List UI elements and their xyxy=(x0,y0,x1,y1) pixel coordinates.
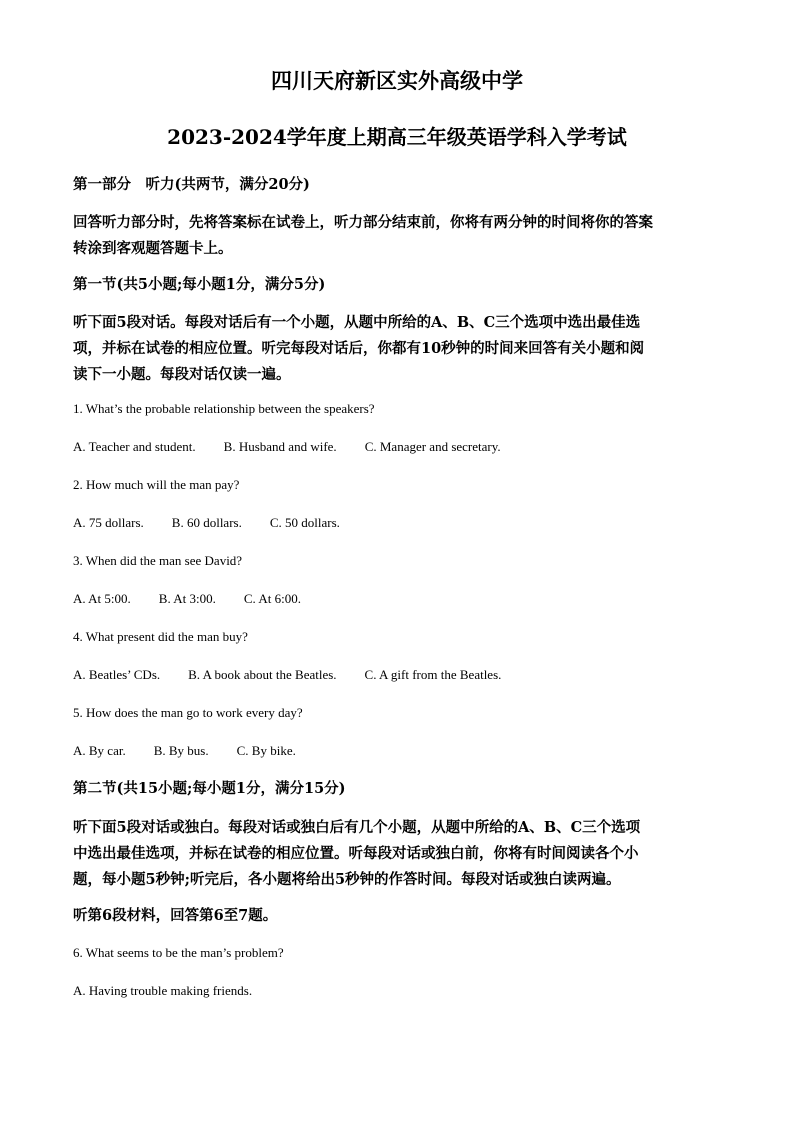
question-2: 2. How much will the man pay? xyxy=(73,477,240,492)
section2-title: 第二节(共15小题;每小题1分，满分15分) xyxy=(73,780,346,797)
part1-instruction-line1: 回答听力部分时，先将答案标在试卷上，听力部分结束前，你将有两分钟的时间将你的答案 xyxy=(73,214,653,231)
part1-title: 第一部分 听力(共两节，满分20分) xyxy=(73,176,310,193)
option-b: B. A book about the Beatles. xyxy=(188,667,337,682)
option-b: B. By bus. xyxy=(153,743,209,758)
school-name: 四川天府新区实外高级中学 xyxy=(271,68,523,93)
option-a: A. By car. xyxy=(73,743,126,758)
question-4-options xyxy=(73,666,733,684)
question-3: 3. When did the man see David? xyxy=(73,553,243,568)
section1-instruction-line2: 项，并标在试卷的相应位置。听完每段对话后，你都有10秒钟的时间来回答有关小题和阅 xyxy=(73,340,645,357)
question-6-option-a: A. Having trouble making friends. xyxy=(73,983,253,998)
question-5-options xyxy=(73,742,733,760)
question-5: 5. How does the man go to work every day? xyxy=(73,705,303,720)
exam-title: 2023-2024学年度上期高三年级英语学科入学考试 xyxy=(167,125,627,149)
option-c: C. A gift from the Beatles. xyxy=(364,667,502,682)
material-6-heading: 听第6段材料，回答第6至7题。 xyxy=(73,907,278,924)
section2-instruction-line1: 听下面5段对话或独白。每段对话或独白后有几个小题，从题中所给的A、B、C三个选项 xyxy=(73,819,641,836)
question-6: 6. What seems to be the man’s problem? xyxy=(73,945,284,960)
question-3-options xyxy=(73,590,733,608)
option-c: C. By bike. xyxy=(236,743,296,758)
option-a: A. 75 dollars. xyxy=(73,515,144,530)
section1-instruction-line1: 听下面5段对话。每段对话后有一个小题，从题中所给的A、B、C三个选项中选出最佳选 xyxy=(73,314,641,331)
option-c: C. Manager and secretary. xyxy=(364,439,501,454)
option-b: B. 60 dollars. xyxy=(171,515,242,530)
section1-instruction-line3: 读下一小题。每段对话仅读一遍。 xyxy=(73,366,291,383)
option-a: A. Beatles’ CDs. xyxy=(73,667,161,682)
part1-instruction-line2: 转涂到客观题答题卡上。 xyxy=(73,240,233,257)
option-b: B. At 3:00. xyxy=(158,591,216,606)
question-1: 1. What’s the probable relationship between the speakers? xyxy=(73,401,375,416)
question-2-options xyxy=(73,514,733,532)
option-c: C. At 6:00. xyxy=(243,591,301,606)
option-a: A. Teacher and student. xyxy=(73,439,196,454)
option-a: A. At 5:00. xyxy=(73,591,131,606)
option-b: B. Husband and wife. xyxy=(223,439,337,454)
question-1-options xyxy=(73,438,733,456)
section1-title: 第一节(共5小题;每小题1分，满分5分) xyxy=(73,276,326,293)
question-4: 4. What present did the man buy? xyxy=(73,629,248,644)
section2-instruction-line3: 题，每小题5秒钟;听完后，各小题将给出5秒钟的作答时间。每段对话或独白读两遍。 xyxy=(73,871,621,888)
option-c: C. 50 dollars. xyxy=(269,515,340,530)
section2-instruction-line2: 中选出最佳选项，并标在试卷的相应位置。听每段对话或独白前，你将有时间阅读各个小 xyxy=(73,845,639,862)
